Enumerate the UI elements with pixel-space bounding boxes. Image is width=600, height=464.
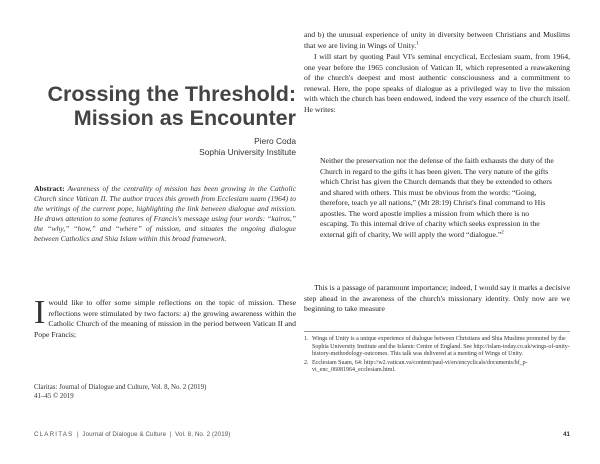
page-number: 41 (563, 431, 570, 438)
footnote-text: Wings of Unity is a unique experience of dialogue between Christians and Shia Muslims promoted by the Sophia University Institute and the Islamic Centre of England. See http://islam-today.co.uk/wings-of-unity-history-methodology-outcomes. This talk was delivered at a meeting of Wings of Unity. (312, 336, 570, 358)
journal-brand: CLARITAS (34, 431, 74, 438)
journal-name: Journal of Dialogue & Culture (82, 431, 167, 438)
footnote-divider (304, 331, 570, 332)
journal-citation (34, 383, 296, 401)
footnote-ref-1[interactable]: 1 (416, 40, 419, 46)
paragraph-paramount: This is a passage of paramount importance; indeed, I would say it marks a decisive step ahead in the awareness of the church's missionary identity. Only now are we beginning to take measure (304, 283, 570, 313)
intro-paragraph (34, 294, 296, 340)
article-title (34, 82, 296, 130)
footnote (304, 336, 570, 359)
footnotes (304, 336, 570, 376)
journal-volume: Vol. 8, No. 2 (2019) (175, 431, 231, 438)
running-footer (34, 431, 230, 438)
paragraph-ecclesiam-suam: I will start by quoting Paul VI's seminal encyclical, Ecclesiam suam, from 1964, one year before the 1965 conclusion of Vatican II, which represented a reawakening of the church's deepest and most authentic consciousness and a commitment to renewal. Here, the pope speaks of dialogue as a privileged way to live the mission with which the church has been endowed, indeed the very essence of the church itself. He writes: (304, 52, 570, 114)
title-line-2: Mission as Encounter (73, 106, 296, 130)
footnote (304, 360, 570, 375)
footnote-number: 1. (304, 336, 309, 342)
abstract (34, 184, 296, 245)
left-column (34, 0, 296, 464)
page-footer (34, 431, 570, 443)
author-affiliation: Sophia University Institute (199, 147, 296, 157)
footnote-text: Ecclesiam Suam, 64: http://w2.vatican.va/content/paul-vi/en/encyclicals/documents/hf_p-vi_enc_06081964_ecclesiam.html. (312, 359, 528, 374)
title-line-1: Crossing the Threshold: (47, 82, 296, 106)
intro-text: would like to offer some simple reflections on the topic of mission. These reflections were stimulated by two factors: a) the growing awareness within the Catholic Church of the meaning of mission in the period between Vatican II and Pope Francis; (34, 298, 296, 339)
footnote-number: 2. (304, 359, 309, 366)
footer-separator: | (77, 431, 79, 438)
block-quote (320, 156, 556, 240)
author-block (34, 136, 296, 158)
right-column (304, 0, 570, 464)
abstract-text: Awareness of the centrality of mission has been growing in the Catholic Church since Vatican II. The author traces this growth from Ecclesiam suam (1964) to the writings of the current pope, highlighting the link between dialogue and mission. He draws attention to some features of Francis's message using four words: “kairos,” the “why,” “how,” and “where” of mission, and situates the ongoing dialogue between Catholics and Shia Islam within this broad framework. (34, 184, 296, 244)
abstract-label: Abstract: (34, 184, 65, 193)
footer-separator: | (169, 431, 172, 438)
drop-cap: I (34, 294, 46, 331)
citation-line-2: 41–45 © 2019 (34, 393, 74, 400)
paragraph-continuation (304, 30, 570, 51)
citation-line-1: Claritas: Journal of Dialogue and Culture, Vol. 8, No. 2 (2019) (34, 384, 207, 391)
block-quote-text: Neither the preservation nor the defense of the faith exhausts the duty of the Church in regard to the gifts it has been given. The very nature of the gifts which Christ has given the Church demands that they be extended to others and shared with others. This must be obvious from the words: “Going, therefore, teach ye all nations,” (Mt 28:19) Christ's final command to His apostles. The word apostle implies a mission from which there is no escaping. To this internal drive of charity which seeks expression in the external gift of charity, We will apply the word “dialogue.” (320, 156, 554, 239)
footnote-ref-2[interactable]: 2 (501, 229, 504, 235)
author-name: Piero Coda (254, 136, 296, 146)
paragraph-continuation-text: and b) the unusual experience of unity in diversity between Christians and Muslims that we are living in Wings of Unity. (304, 30, 570, 50)
